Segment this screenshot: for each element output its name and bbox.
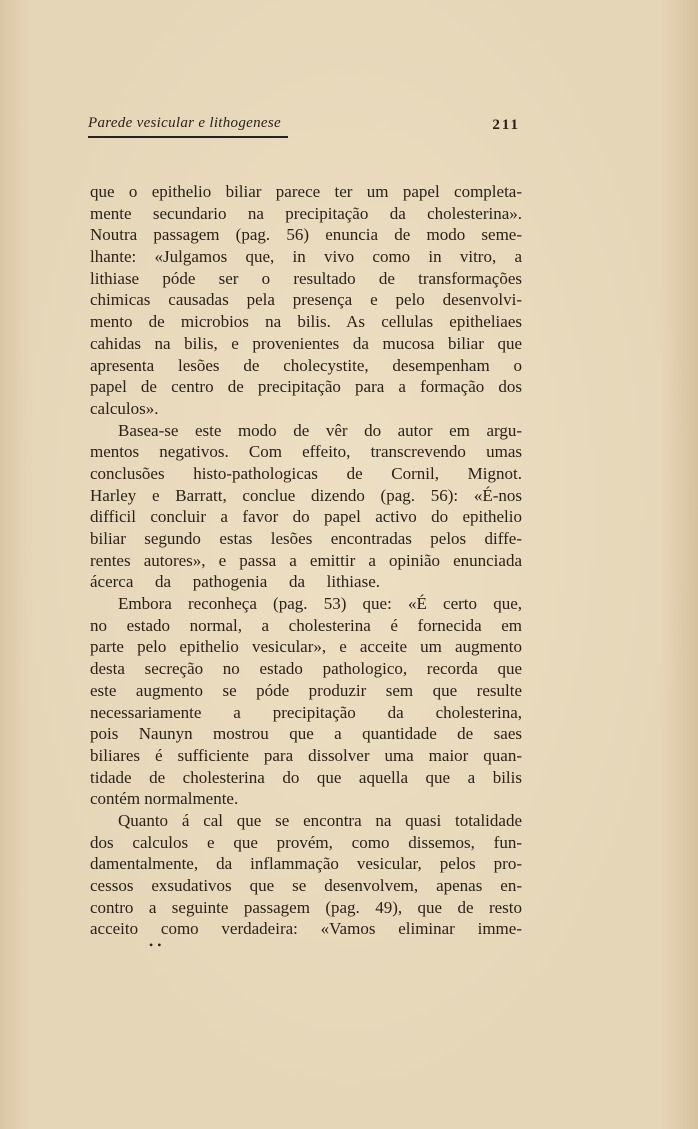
text-line: damentalmente, da inflammação vesicular, pelos pro- [90,854,522,874]
text-line: no estado normal, a cholesterina é fornecida em [90,615,522,635]
text-line: conclusões histo-pathologicas de Cornil, Mignot. [90,463,522,483]
text-line: Embora reconheça (pag. 53) que: «É certo que, [118,594,522,614]
text-line: Quanto á cal que se encontra na quasi totalidade [118,810,522,830]
text-line: calculos». [90,398,159,418]
text-line: papel de centro de precipitação para a formação dos [90,377,522,397]
page-header [88,115,520,139]
text-line: cahidas na bilis, e provenientes da mucosa biliar que [90,333,522,353]
text-line: contém normalmente. [90,789,239,809]
text-line: difficil concluir a favor do papel activo do epithelio [90,507,522,527]
text-line: Basea-se este modo de vêr do autor em argu- [118,420,522,440]
text-line: apresenta lesões de cholecystite, desempenham o [90,355,522,375]
signature-mark: •• [149,938,166,952]
text-line: tidade de cholesterina do que aquella que a bilis [90,767,522,787]
text-line: biliares é sufficiente para dissolver uma maior quan- [90,745,522,765]
text-line: Harley e Barratt, conclue dizendo (pag. 56): «É-nos [90,485,522,505]
text-line: Noutra passagem (pag. 56) enuncia de modo seme- [90,225,522,245]
text-line: rentes autores», e passa a emittir a opinião enunciada [90,550,522,570]
text-line: parte pelo epithelio vesicular», e acceite um augmento [90,637,522,657]
text-line: desta secreção no estado pathologico, recorda que [90,659,522,679]
text-line: este augmento se póde produzir sem que resulte [90,680,522,700]
text-line: lithiase póde ser o resultado de transformações [90,268,522,288]
page-number: 211 [492,117,520,133]
text-line: que o epithelio biliar parece ter um papel completa- [90,182,522,201]
text-line: ácerca da pathogenia da lithiase. [90,572,380,592]
text-line: cessos exsudativos que se desenvolvem, apenas en- [90,876,522,895]
text-line: dos calculos e que provém, como dissemos, fun- [90,832,522,852]
text-line: biliar segundo estas lesões encontradas pelos diffe- [90,529,522,548]
text-line: pois Naunyn mostrou que a quantidade de saes [90,724,522,744]
header-rule [88,136,288,138]
text-line: mente secundario na precipitação da cholesterina». [90,203,522,223]
text-line: contro a seguinte passagem (pag. 49), que de resto [90,897,522,917]
text-line: acceito como verdadeira: «Vamos eliminar imme- [90,919,522,939]
body-text [90,181,522,940]
text-line: necessariamente a precipitação da cholesterina, [90,702,522,722]
running-title: Parede vesicular e lithogenese [88,115,281,131]
text-line: lhante: «Julgamos que, in vivo como in vitro, a [90,247,522,267]
text-line: mento de microbios na bilis. As cellulas epitheliaes [90,312,522,332]
text-line: mentos negativos. Com effeito, transcrevendo umas [90,442,522,462]
text-line: chimicas causadas pela presença e pelo desenvolvi- [90,290,522,310]
